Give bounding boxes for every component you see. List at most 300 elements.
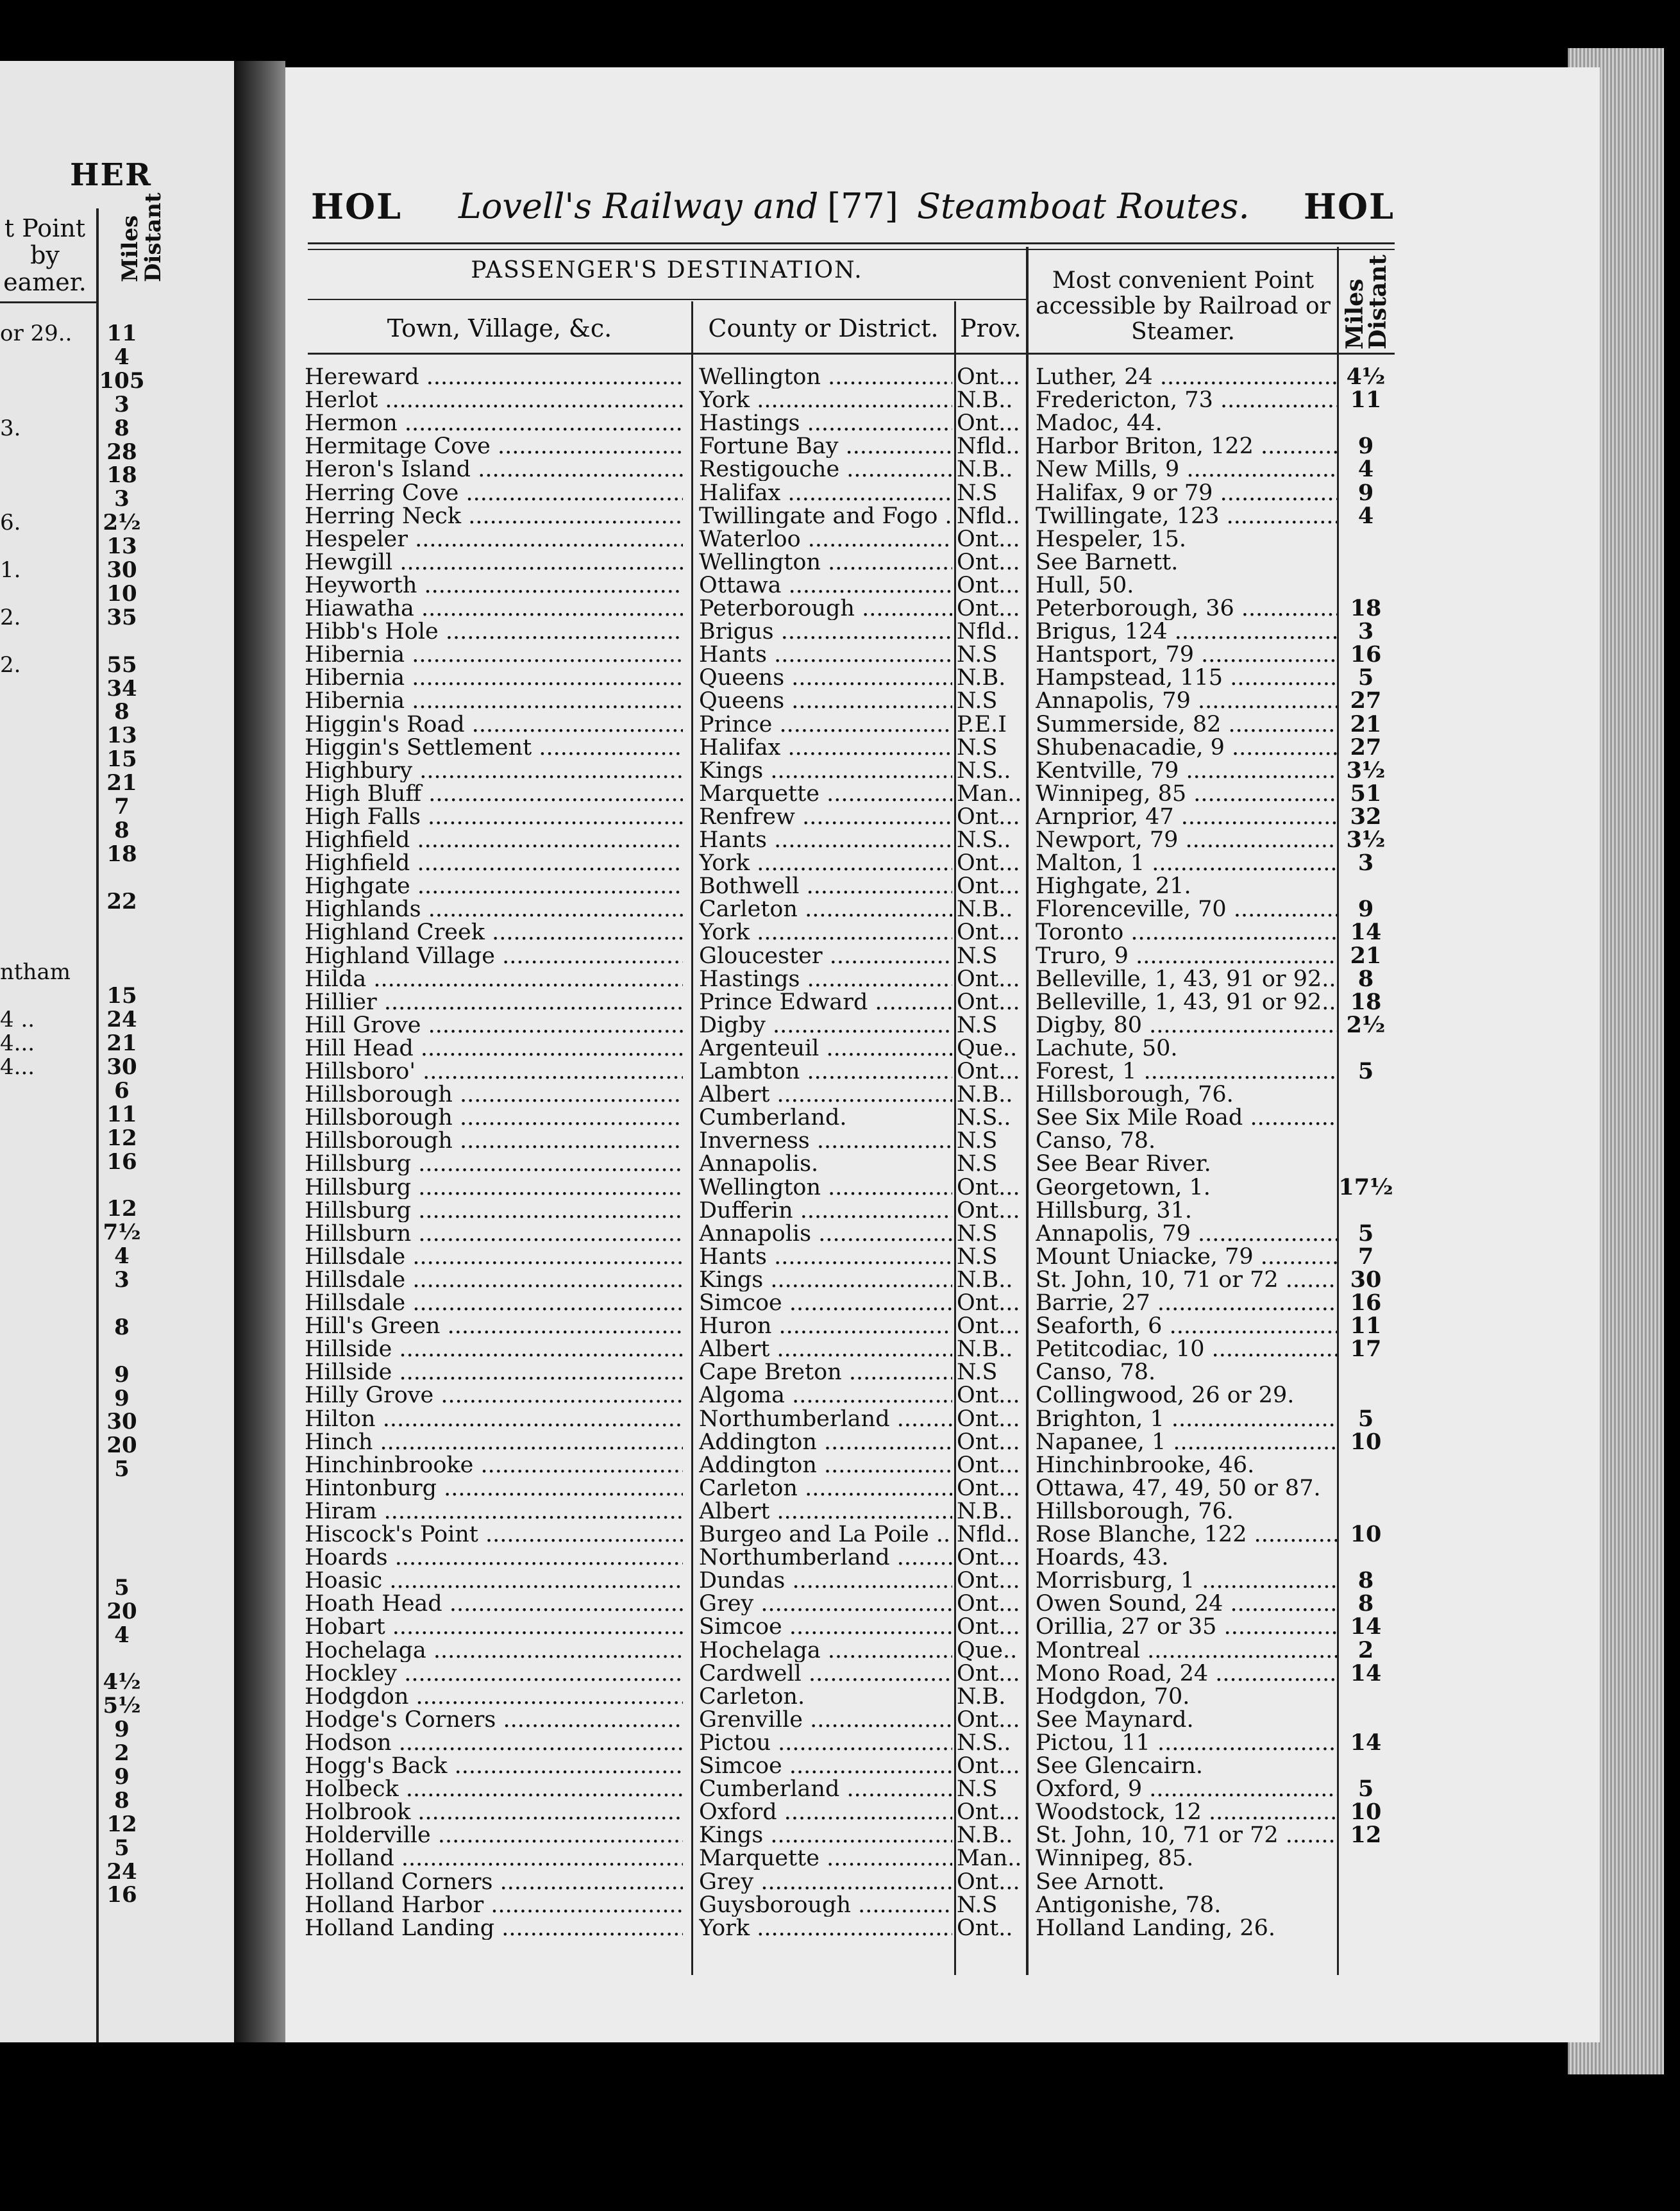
leader-dots: [491, 435, 683, 458]
county-cell-text: Cumberland.: [699, 1106, 847, 1130]
leader-dots: [810, 1129, 952, 1152]
miles-cell: [1337, 968, 1395, 991]
point-cell: [1036, 620, 1337, 643]
point-cell: [1036, 759, 1337, 782]
prov-cell: [957, 1083, 1026, 1106]
point-cell: [1036, 1408, 1337, 1431]
prov-cell: [957, 968, 1026, 991]
miles-cell-text: 7: [1357, 1245, 1374, 1268]
county-cell-text: Renfrew: [699, 805, 795, 828]
county-cell: [699, 1685, 952, 1708]
leader-dots: [410, 875, 683, 898]
left-page-miles: 9: [114, 1763, 130, 1790]
leader-dots: [421, 782, 683, 805]
county-cell-text: Northumberland: [699, 1407, 890, 1431]
county-cell-text: Hants: [699, 643, 767, 667]
point-cell-text: Montreal: [1036, 1638, 1141, 1662]
page-number: [77]: [827, 186, 898, 226]
town-cell: [305, 945, 683, 968]
point-cell-text: Brighton, 1: [1036, 1407, 1164, 1431]
county-cell: [699, 1060, 952, 1083]
point-cell: [1036, 1569, 1337, 1592]
town-cell: [305, 921, 683, 944]
leader-dots: [426, 1639, 683, 1662]
leader-dots: [496, 1708, 683, 1731]
prov-cell: [957, 1801, 1026, 1824]
point-cell: [1036, 1014, 1337, 1037]
point-cell: [1036, 1824, 1337, 1847]
prov-cell-text: Ont..: [957, 1916, 1013, 1940]
prov-cell: [957, 1106, 1026, 1129]
town-cell-text: Hillsborough: [305, 1129, 453, 1153]
point-cell-text: Woodstock, 12: [1036, 1801, 1202, 1824]
leader-dots: [1162, 1315, 1337, 1338]
prov-cell-text: N.B..: [957, 1824, 1013, 1847]
miles-cell-text: 51: [1350, 782, 1382, 805]
miles-cell-text: 2: [1357, 1638, 1374, 1662]
town-cell: [305, 1014, 683, 1037]
county-cell: [699, 412, 952, 435]
county-cell: [699, 1152, 952, 1175]
point-cell: [1036, 1129, 1337, 1152]
town-cell: [305, 1801, 683, 1824]
county-cell: [699, 1408, 952, 1431]
town-cell: [305, 1639, 683, 1662]
point-cell: [1036, 1546, 1337, 1569]
point-cell: [1036, 412, 1337, 435]
county-cell: [699, 551, 952, 574]
town-cell: [305, 1176, 683, 1199]
leader-dots: [769, 1083, 952, 1106]
table-row: [0, 1384, 1411, 1407]
miles-cell-text: 12: [1350, 1824, 1382, 1847]
miles-cell: [1337, 1824, 1395, 1847]
leader-dots: [1191, 689, 1337, 712]
table-row: [0, 759, 1411, 782]
prov-cell: [957, 643, 1026, 666]
miles-cell: [1337, 597, 1395, 620]
county-cell-text: Gloucester: [699, 944, 823, 968]
leader-dots: [1168, 620, 1337, 643]
county-cell: [699, 1801, 952, 1824]
prov-cell: [957, 945, 1026, 968]
table-row: [0, 945, 1411, 968]
town-cell-text: Hill Head: [305, 1036, 414, 1060]
running-header: [311, 186, 1395, 231]
miles-cell-text: 11: [1350, 389, 1382, 412]
county-cell-text: Lambton: [699, 1060, 800, 1083]
left-page-miles: 30: [106, 1054, 137, 1080]
prov-cell-text: N.S..: [957, 1731, 1011, 1754]
town-cell-text: Hinchinbrooke: [305, 1453, 474, 1477]
prov-cell: [957, 759, 1026, 782]
town-cell-text: Hibernia: [305, 666, 405, 690]
miles-cell: [1337, 1338, 1395, 1361]
miles-cell-text: 18: [1350, 597, 1382, 620]
point-cell-text: Harbor Briton, 122: [1036, 435, 1254, 458]
table-row: [0, 875, 1411, 898]
table-row: [0, 1037, 1411, 1060]
leader-dots: [750, 921, 952, 944]
leader-dots: [1221, 713, 1337, 736]
county-cell: [699, 389, 952, 412]
left-page-miles: 8: [114, 1787, 130, 1813]
prov-cell-text: Ont...: [957, 967, 1020, 991]
county-cell: [699, 1083, 952, 1106]
miles-cell: [1337, 1268, 1395, 1291]
town-cell: [305, 1129, 683, 1152]
table-row: [0, 574, 1411, 597]
leader-dots: [1225, 736, 1337, 759]
leader-dots: [392, 1361, 683, 1384]
prov-cell-text: Ont...: [957, 921, 1020, 945]
left-page-miles: 5½: [103, 1693, 141, 1719]
county-cell: [699, 713, 952, 736]
prov-cell-text: Ont...: [957, 875, 1020, 898]
prov-cell: [957, 1014, 1026, 1037]
point-cell-text: See Maynard.: [1036, 1708, 1194, 1731]
prov-cell-text: N.S: [957, 1361, 998, 1384]
leader-dots: [410, 1801, 683, 1824]
county-cell: [699, 736, 952, 759]
miles-cell: [1337, 1384, 1395, 1407]
county-cell-text: Marquette: [699, 1847, 819, 1871]
town-cell: [305, 1106, 683, 1129]
point-cell: [1036, 366, 1337, 389]
leader-dots: [784, 666, 952, 689]
leader-dots: [433, 1384, 683, 1407]
town-cell-text: Hillier: [305, 990, 377, 1014]
miles-cell-text: 5: [1357, 1060, 1374, 1083]
left-miles-heading: Miles Distant: [117, 192, 166, 282]
point-cell-text: Georgetown, 1.: [1036, 1175, 1211, 1199]
left-page-miles: 3: [114, 486, 130, 512]
table-row: [0, 1685, 1411, 1708]
table-row: [0, 1708, 1411, 1731]
miles-cell-text: 5: [1357, 666, 1374, 690]
miles-cell-text: 3½: [1346, 759, 1386, 782]
miles-cell-text: 17½: [1338, 1175, 1393, 1199]
point-cell-text: Lachute, 50.: [1036, 1036, 1178, 1060]
town-cell-text: Hillsborough: [305, 1106, 453, 1130]
prov-cell: [957, 1477, 1026, 1500]
town-cell: [305, 1245, 683, 1268]
miles-cell: [1337, 1639, 1395, 1662]
county-cell-text: Ottawa: [699, 573, 782, 597]
point-cell: [1036, 551, 1337, 574]
table-row: [0, 458, 1411, 481]
leader-dots: [1243, 1106, 1337, 1129]
prov-cell: [957, 1778, 1026, 1801]
county-cell: [699, 875, 952, 898]
town-cell-text: Hodgdon: [305, 1685, 409, 1708]
leader-dots: [821, 551, 952, 574]
prov-cell-text: Ont...: [957, 597, 1020, 620]
leader-dots: [485, 921, 683, 944]
prov-cell: [957, 1592, 1026, 1615]
left-page-miles: 18: [106, 462, 137, 489]
leader-dots: [397, 1662, 683, 1685]
leader-dots: [410, 828, 683, 852]
town-cell-text: Hockley: [305, 1661, 398, 1685]
miles-cell-text: 14: [1350, 1661, 1382, 1685]
table-row: [0, 1176, 1411, 1199]
point-cell: [1036, 1431, 1337, 1454]
left-column-heading: [0, 215, 90, 296]
town-cell-text: Hinch: [305, 1430, 373, 1454]
county-cell: [699, 620, 952, 643]
county-cell: [699, 1847, 952, 1870]
prov-cell: [957, 1454, 1026, 1477]
town-cell-text: Hilton: [305, 1407, 376, 1431]
county-cell: [699, 1199, 952, 1222]
point-cell-text: Hillsburg, 31.: [1036, 1198, 1193, 1222]
leader-dots: [782, 574, 952, 597]
county-cell-text: Restigouche: [699, 458, 840, 482]
point-cell: [1036, 1477, 1337, 1500]
county-cell-text: Cape Breton: [699, 1361, 842, 1384]
prov-cell-text: N.S: [957, 1778, 998, 1801]
prov-cell: [957, 366, 1026, 389]
town-cell: [305, 389, 683, 412]
table-row: [0, 1917, 1411, 1940]
miles-cell: [1337, 1245, 1395, 1268]
leader-dots: [405, 1245, 683, 1268]
leader-dots: [405, 1291, 683, 1315]
table-row: [0, 1083, 1411, 1106]
town-cell: [305, 1152, 683, 1175]
town-cell: [305, 852, 683, 875]
county-cell: [699, 1546, 952, 1569]
prov-cell: [957, 1431, 1026, 1454]
prov-cell-text: Ont...: [957, 1407, 1020, 1431]
town-cell: [305, 620, 683, 643]
table-row: [0, 689, 1411, 712]
county-cell-text: Prince Edward: [699, 990, 868, 1014]
left-page-miles: 4: [114, 1622, 130, 1648]
left-page-miles: 13: [106, 534, 137, 560]
town-cell: [305, 1037, 683, 1060]
point-cell-text: Hespeler, 15.: [1036, 527, 1187, 551]
miles-cell: [1337, 1731, 1395, 1754]
leader-dots: [465, 713, 683, 736]
prov-cell: [957, 736, 1026, 759]
county-cell-text: York: [699, 852, 750, 875]
prov-cell-text: Ont...: [957, 1569, 1020, 1593]
town-cell: [305, 1871, 683, 1894]
point-cell: [1036, 782, 1337, 805]
town-cell-text: Highgate: [305, 875, 410, 898]
leader-dots: [399, 1778, 683, 1801]
county-cell-text: Twillingate and Fogo: [699, 504, 938, 528]
left-page-miles: 7: [114, 794, 130, 820]
leader-dots: [771, 1731, 952, 1754]
miles-cell-text: 4½: [1346, 366, 1386, 389]
leader-dots: [767, 643, 952, 666]
table-row: [0, 1592, 1411, 1615]
county-cell-text: Huron: [699, 1315, 772, 1338]
prov-cell-text: N.S..: [957, 1106, 1011, 1130]
leader-dots: [378, 389, 683, 412]
leader-dots: [1129, 945, 1337, 968]
prov-cell-text: Ont...: [957, 1708, 1020, 1731]
county-cell-text: Hochelaga: [699, 1638, 821, 1662]
point-cell: [1036, 1199, 1337, 1222]
prov-cell: [957, 1338, 1026, 1361]
town-cell-text: Hiawatha: [305, 597, 414, 620]
town-cell: [305, 597, 683, 620]
miles-cell-text: 18: [1350, 990, 1382, 1014]
county-cell-text: York: [699, 1916, 750, 1940]
county-cell-text: Queens: [699, 689, 785, 713]
town-cell-text: Hilly Grove: [305, 1384, 434, 1408]
prov-cell-text: N.S: [957, 1245, 998, 1268]
leader-dots: [408, 528, 683, 551]
point-cell-text: Brigus, 124: [1036, 620, 1168, 644]
leader-dots: [785, 1384, 952, 1407]
left-page-miles: 5: [114, 1456, 130, 1483]
header-title-left: Lovell's Railway and: [458, 186, 819, 226]
table-row: [0, 1361, 1411, 1384]
miles-cell: [1337, 666, 1395, 689]
leader-dots: [473, 1454, 683, 1477]
table-row: [0, 1523, 1411, 1546]
town-cell-text: Hiscock's Point: [305, 1523, 478, 1546]
point-cell-text: Annapolis, 79: [1036, 1222, 1191, 1245]
miles-cell-text: 5: [1357, 1407, 1374, 1431]
town-cell: [305, 643, 683, 666]
point-cell: [1036, 1847, 1337, 1870]
miles-cell-text: 4: [1357, 504, 1374, 528]
point-cell-text: Newport, 79: [1036, 828, 1179, 852]
point-cell: [1036, 1222, 1337, 1245]
leader-dots: [421, 805, 683, 828]
leader-dots: [1219, 505, 1337, 528]
left-page-miles: 24: [106, 1858, 137, 1885]
table-row: [0, 1477, 1411, 1500]
leader-dots: [377, 991, 683, 1014]
leader-dots: [416, 1060, 683, 1083]
left-page-miles: 3: [114, 391, 130, 417]
town-cell: [305, 435, 683, 458]
miles-cell: [1337, 921, 1395, 944]
table-row: [0, 1268, 1411, 1291]
county-cell: [699, 597, 952, 620]
leader-dots: [1223, 666, 1337, 689]
point-cell-text: Seaforth, 6: [1036, 1315, 1163, 1338]
miles-cell: [1337, 1222, 1395, 1245]
prov-cell-text: Man..: [957, 1847, 1022, 1871]
miles-cell-text: 5: [1357, 1222, 1374, 1245]
prov-cell: [957, 898, 1026, 921]
county-cell: [699, 1754, 952, 1778]
leader-dots: [1191, 1222, 1337, 1245]
miles-cell: [1337, 435, 1395, 458]
prov-cell: [957, 597, 1026, 620]
point-cell: [1036, 1685, 1337, 1708]
town-cell: [305, 1523, 683, 1546]
prov-cell: [957, 551, 1026, 574]
leader-dots: [366, 968, 683, 991]
leader-dots: [411, 1199, 683, 1222]
header-bottom-rule: [308, 353, 1395, 355]
county-cell: [699, 1894, 952, 1917]
town-cell: [305, 1384, 683, 1407]
county-cell-text: Carleton.: [699, 1685, 805, 1708]
county-cell: [699, 1662, 952, 1685]
town-cell: [305, 1500, 683, 1523]
leader-dots: [410, 852, 683, 875]
prov-cell-text: Que..: [957, 1036, 1018, 1060]
leader-dots: [440, 1315, 683, 1338]
prov-cell-text: N.S: [957, 1893, 998, 1917]
leader-dots: [767, 1245, 952, 1268]
point-cell: [1036, 852, 1337, 875]
leader-dots: [782, 1291, 952, 1315]
county-cell-text: Queens: [699, 666, 785, 690]
prov-cell: [957, 1708, 1026, 1731]
prov-cell-text: Nfld..: [957, 435, 1020, 458]
town-cell-text: Highlands: [305, 898, 421, 921]
town-cell: [305, 1778, 683, 1801]
left-page-miles: 5: [114, 1835, 130, 1861]
prov-cell: [957, 1245, 1026, 1268]
leader-dots: [461, 505, 683, 528]
table-row: [0, 1408, 1411, 1431]
table-row: [0, 1291, 1411, 1315]
county-cell-text: Burgeo and La Poile: [699, 1523, 929, 1546]
point-cell: [1036, 1615, 1337, 1638]
county-cell-text: Wellington: [699, 1175, 821, 1199]
left-page-miles: 7½: [103, 1220, 141, 1246]
point-cell-text: Hillsborough, 76.: [1036, 1083, 1234, 1107]
miles-cell-text: 8: [1357, 1592, 1374, 1616]
town-cell-text: Higgin's Road: [305, 712, 465, 736]
county-cell: [699, 1454, 952, 1477]
point-cell-text: Winnipeg, 85: [1036, 782, 1187, 805]
leader-dots: [1213, 482, 1337, 505]
point-cell-text: Ottawa, 47, 49, 50 or 87.: [1036, 1476, 1321, 1500]
table-row: [0, 482, 1411, 505]
point-cell: [1036, 1662, 1337, 1685]
leader-dots: [769, 1338, 952, 1361]
county-cell: [699, 1106, 952, 1129]
point-cell-text: Antigonishe, 78.: [1036, 1893, 1222, 1917]
county-cell: [699, 1268, 952, 1291]
county-cell: [699, 1129, 952, 1152]
point-cell: [1036, 991, 1337, 1014]
miles-cell: [1337, 1106, 1395, 1129]
prov-cell: [957, 1615, 1026, 1638]
prov-cell-text: N.S: [957, 689, 998, 713]
miles-cell-text: 21: [1350, 712, 1382, 736]
miles-cell: [1337, 1361, 1395, 1384]
point-cell: [1036, 1291, 1337, 1315]
left-page-miles: 13: [106, 723, 137, 749]
leader-dots: [766, 1014, 952, 1037]
table-row: [0, 597, 1411, 620]
left-page-miles: 2½: [103, 510, 141, 536]
town-cell-text: Holbrook: [305, 1801, 411, 1824]
town-cell: [305, 689, 683, 712]
town-cell-text: Herring Neck: [305, 504, 462, 528]
leader-dots: [376, 1408, 683, 1431]
table-row: [0, 1615, 1411, 1638]
leader-dots: [398, 412, 683, 435]
left-page-text: 6.: [0, 510, 21, 536]
miles-cell-text: 3: [1357, 852, 1374, 875]
county-cell: [699, 1338, 952, 1361]
